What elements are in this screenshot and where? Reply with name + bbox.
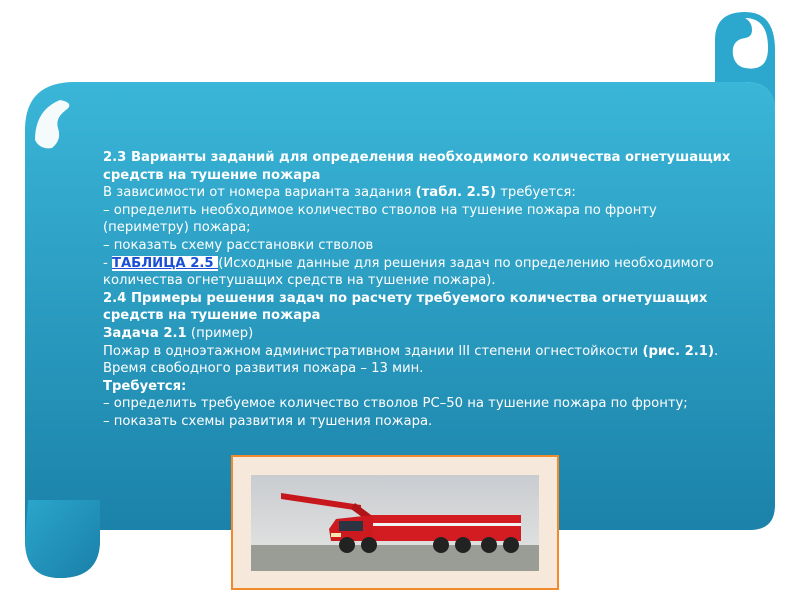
task-line-2: Время свободного развития пожара – 13 мин. [103, 361, 424, 377]
line1-post: . [713, 343, 719, 359]
heading-2-4: 2.4 Примеры решения задач по расчету требуемого количества огнетушащих средств на тушение пожара [103, 290, 708, 324]
photo-frame [231, 455, 559, 590]
task-label: Задача 2.1 [103, 325, 187, 341]
heading-2-3-text: Варианты заданий для определения необходимого количества огнетушащих средств на тушение пожара [103, 150, 731, 183]
line1-pre: Пожар в одноэтажном административном здании III степени огнестойкости [103, 343, 643, 359]
intro-line [103, 184, 743, 202]
required-2: – показать схемы развития и тушения пожара. [103, 413, 433, 429]
task-line-1 [103, 343, 743, 361]
intro-post: требуется: [496, 185, 576, 201]
heading-2-3-number: 2.3 [103, 150, 127, 165]
table-desc: (Исходные данные для решения задач по определению необходимого количества огнетушащих средств на тушение пожара). [103, 255, 714, 289]
intro-ref: (табл. 2.5) [415, 185, 497, 201]
item-1: – определить необходимое количество стволов на тушение пожара по фронту (периметру) пожара; [103, 202, 657, 236]
fire-truck-image [251, 475, 539, 571]
item-2: – показать схему расстановки стволов [103, 237, 374, 253]
line1-ref: (рис. 2.1) [642, 343, 714, 359]
task-suffix: (пример) [186, 325, 254, 341]
table-prefix: - [103, 255, 112, 271]
required-1: – определить требуемое количество стволов РС–50 на тушение пожара по фронту; [103, 396, 688, 412]
heading-2-3 [103, 149, 743, 184]
table-line [103, 255, 743, 290]
task-line [103, 325, 743, 343]
required-label: Требуется: [103, 378, 187, 394]
intro-pre: В зависимости от номера варианта задания [103, 185, 416, 201]
content-text [103, 149, 743, 431]
table-link[interactable]: ТАБЛИЦА 2.5 [111, 255, 219, 271]
